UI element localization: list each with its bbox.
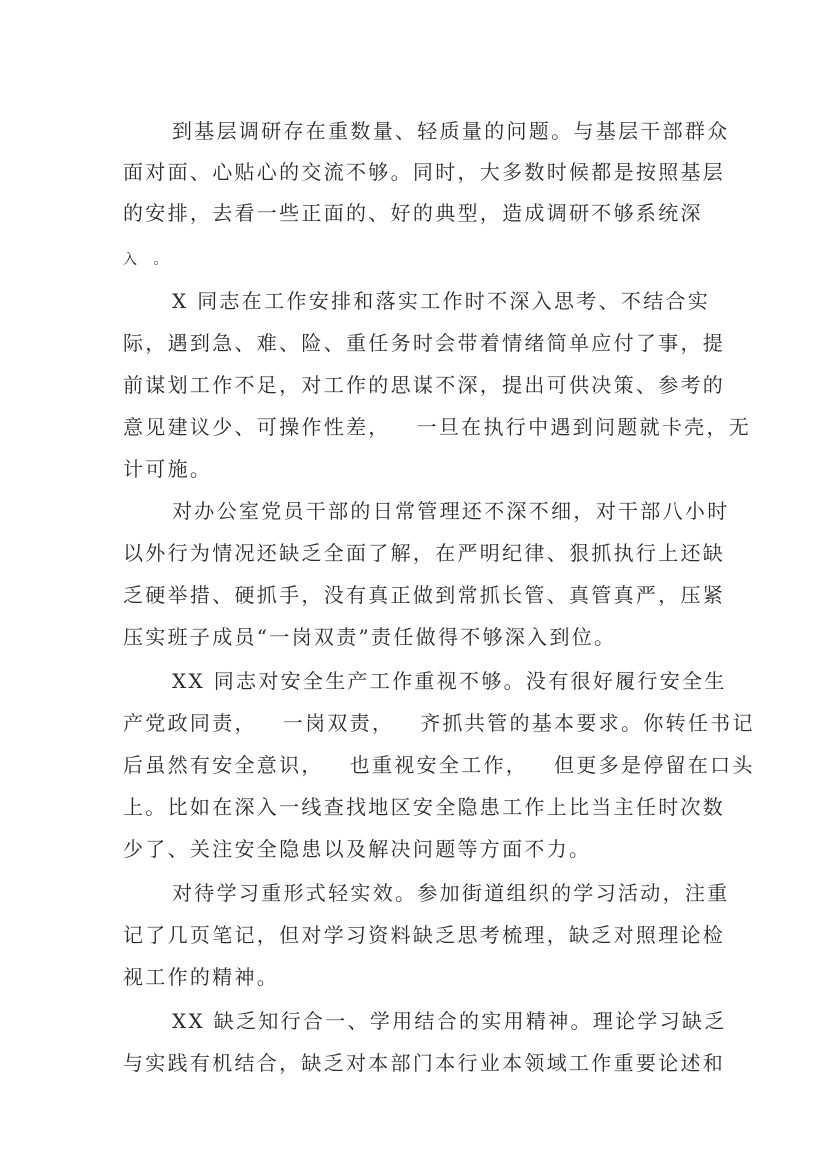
paragraph-line: XX 同志对安全生产工作重视不够。没有很好履行安全生: [172, 669, 727, 693]
paragraph-line: 以外行为情况还缺乏全面了解，在严明纪律、狠抓执行上还缺: [123, 541, 726, 565]
paragraph-line: 视工作的精神。: [123, 965, 280, 989]
paragraph-line: 乏硬举措、硬抓手，没有真正做到常抓长管、真管真严，压紧: [123, 583, 726, 607]
paragraph-line: 对待学习重形式轻实效。参加街道组织的学习活动，注重: [172, 881, 730, 905]
paragraph-line: 到基层调研存在重数量、轻质量的问题。与基层干部群众: [172, 119, 730, 143]
paragraph-line: 意见建议少、可操作性差， 一旦在执行中遇到问题就卡壳，无: [123, 415, 752, 439]
paragraph-line: 少了、关注安全隐患以及解决问题等方面不力。: [123, 837, 592, 861]
paragraph-line: 上。比如在深入一线查找地区安全隐患工作上比当主任时次数: [123, 795, 726, 819]
paragraph-line: X 同志在工作安排和落实工作时不深入思考、不结合实: [172, 289, 711, 313]
paragraph-line: 的安排，去看一些正面的、好的典型，造成调研不够系统深: [123, 201, 703, 225]
paragraph-line: 前谋划工作不足，对工作的思谋不深，提出可供决策、参考的: [123, 373, 726, 397]
paragraph-line: 际，遇到急、难、险、重任务时会带着情绪简单应付了事，提: [123, 331, 726, 355]
paragraph-line: 计可施。: [123, 457, 213, 481]
paragraph-line: 记了几页笔记，但对学习资料缺乏思考梳理，缺乏对照理论检: [123, 923, 726, 947]
paragraph-line: 与实践有机结合，缺乏对本部门本行业本领域工作重要论述和: [123, 1051, 726, 1075]
paragraph-line: 面对面、心贴心的交流不够。同时，大多数时候都是按照基层: [123, 160, 726, 184]
paragraph-line: 对办公室党员干部的日常管理还不深不细，对干部八小时: [172, 499, 730, 523]
paragraph-line: 产党政同责， 一岗双责， 齐抓共管的基本要求。你转任书记: [123, 711, 755, 735]
paragraph-line: 压实班子成员“一岗双责”责任做得不够深入到位。: [123, 625, 617, 649]
paragraph-line: 后虽然有安全意识， 也重视安全工作， 但更多是停留在口头: [123, 753, 755, 777]
paragraph-line: XX 缺乏知行合一、学用结合的实用精神。理论学习缺乏: [172, 1009, 727, 1033]
paragraph-line: 入 。: [123, 252, 174, 268]
